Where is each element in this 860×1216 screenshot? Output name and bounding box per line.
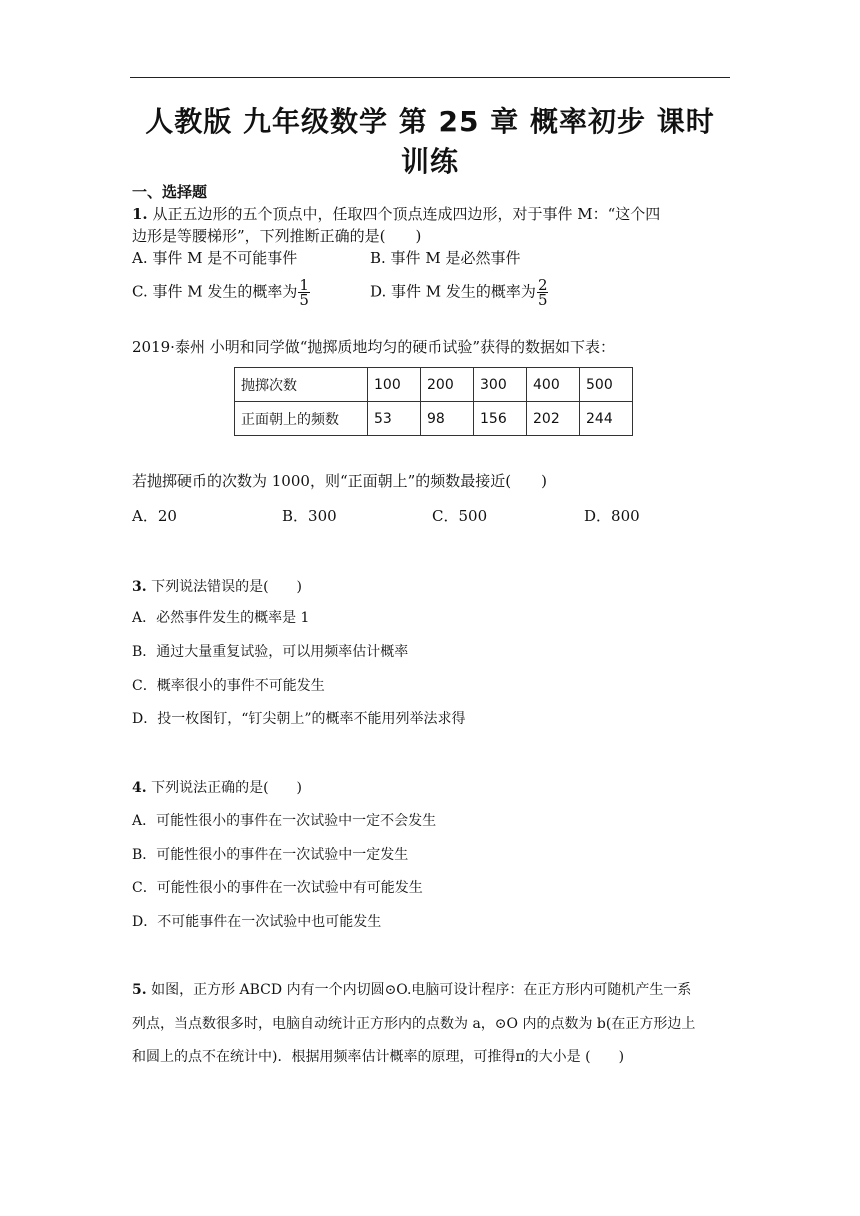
q5-stem-line-2: 列点，当点数很多时，电脑自动统计正方形内的点数为 a，⊙O 内的点数为 b(在正方形边上 <box>132 1016 696 1032</box>
q2-option-c: C．500 <box>432 507 488 525</box>
q2-option-b: B．300 <box>282 507 337 525</box>
q3-option-c: C．概率很小的事件不可能发生 <box>132 678 325 694</box>
coin-toss-table <box>234 367 633 436</box>
q2-option-a: A．20 <box>132 507 177 525</box>
q2-question: 若抛掷硬币的次数为 1000，则“正面朝上”的频数最接近( ) <box>132 472 547 490</box>
title-line-2: 训练 <box>400 145 459 178</box>
page-title <box>130 102 730 182</box>
fraction-denominator: 5 <box>537 291 548 309</box>
q5-number: 5. <box>132 982 147 998</box>
q4-number: 4. <box>132 780 147 796</box>
table-cell: 400 <box>527 368 580 402</box>
q5-line-1 <box>132 978 691 1002</box>
q3-option-a: A．必然事件发生的概率是 1 <box>132 610 310 626</box>
q4-option-c: C．可能性很小的事件在一次试验中有可能发生 <box>132 880 423 896</box>
table-cell: 500 <box>580 368 633 402</box>
q1-option-a: A. 事件 M 是不可能事件 <box>132 249 298 267</box>
q3-option-d: D．投一枚图钉，“钉尖朝上”的概率不能用列举法求得 <box>132 711 466 727</box>
table-cell: 244 <box>580 402 633 436</box>
section-heading: 一、选择题 <box>132 183 208 201</box>
table-cell: 202 <box>527 402 580 436</box>
q4-option-b: B．可能性很小的事件在一次试验中一定发生 <box>132 847 409 863</box>
q1-line-1 <box>132 202 660 226</box>
title-line-1: 人教版 九年级数学 第 25 章 概率初步 课时 <box>145 105 715 138</box>
table-cell: 53 <box>368 402 421 436</box>
header-rule <box>130 77 730 78</box>
q4-stem-text: 下列说法正确的是( ) <box>151 780 303 796</box>
table-cell: 100 <box>368 368 421 402</box>
q1-option-d-fraction <box>537 278 549 307</box>
q4-option-d: D．不可能事件在一次试验中也可能发生 <box>132 914 382 930</box>
q3-option-b: B．通过大量重复试验，可以用频率估计概率 <box>132 644 409 660</box>
q3-stem-text: 下列说法错误的是( ) <box>151 579 303 595</box>
q1-number: 1. <box>132 205 148 223</box>
q4-stem <box>132 776 302 800</box>
q5-stem-line-1: 如图，正方形 ABCD 内有一个内切圆⊙O.电脑可设计程序：在正方形内可随机产生一系 <box>151 982 692 998</box>
q5-stem-line-3: 和圆上的点不在统计中)．根据用频率估计概率的原理，可推得π的大小是 ( ) <box>132 1049 625 1065</box>
table-cell: 98 <box>421 402 474 436</box>
q1-option-c-text: C. 事件 M 发生的概率为 <box>132 282 298 301</box>
q3-number: 3. <box>132 579 147 595</box>
q4-option-a: A．可能性很小的事件在一次试验中一定不会发生 <box>132 813 437 829</box>
table-row-header: 抛掷次数 <box>235 368 368 402</box>
q1-stem-line-2: 边形是等腰梯形”，下列推断正确的是( ) <box>132 227 422 245</box>
q2-stem <box>132 335 615 359</box>
table-row <box>235 402 633 436</box>
fraction-denominator: 5 <box>299 291 309 309</box>
table-row <box>235 368 633 402</box>
table-cell: 156 <box>474 402 527 436</box>
table-cell: 300 <box>474 368 527 402</box>
table-cell: 200 <box>421 368 474 402</box>
q2-option-d: D．800 <box>584 507 640 525</box>
q1-stem-line-1: 从正五边形的五个顶点中，任取四个顶点连成四边形，对于事件 M：“这个四 <box>152 205 661 223</box>
fraction-numerator: 2 <box>537 276 548 294</box>
q1-option-d <box>370 278 548 307</box>
q1-option-b: B. 事件 M 是必然事件 <box>370 249 521 267</box>
q1-option-c <box>132 278 310 307</box>
fraction-numerator: 1 <box>299 276 309 294</box>
q1-option-d-text: D. 事件 M 发生的概率为 <box>370 282 536 301</box>
q2-stem-text: 2019·泰州 小明和同学做“抛掷质地均匀的硬币试验”获得的数据如下表： <box>132 338 616 356</box>
q3-stem <box>132 575 302 599</box>
table-row-header: 正面朝上的频数 <box>235 402 368 436</box>
q1-option-c-fraction <box>298 278 310 307</box>
